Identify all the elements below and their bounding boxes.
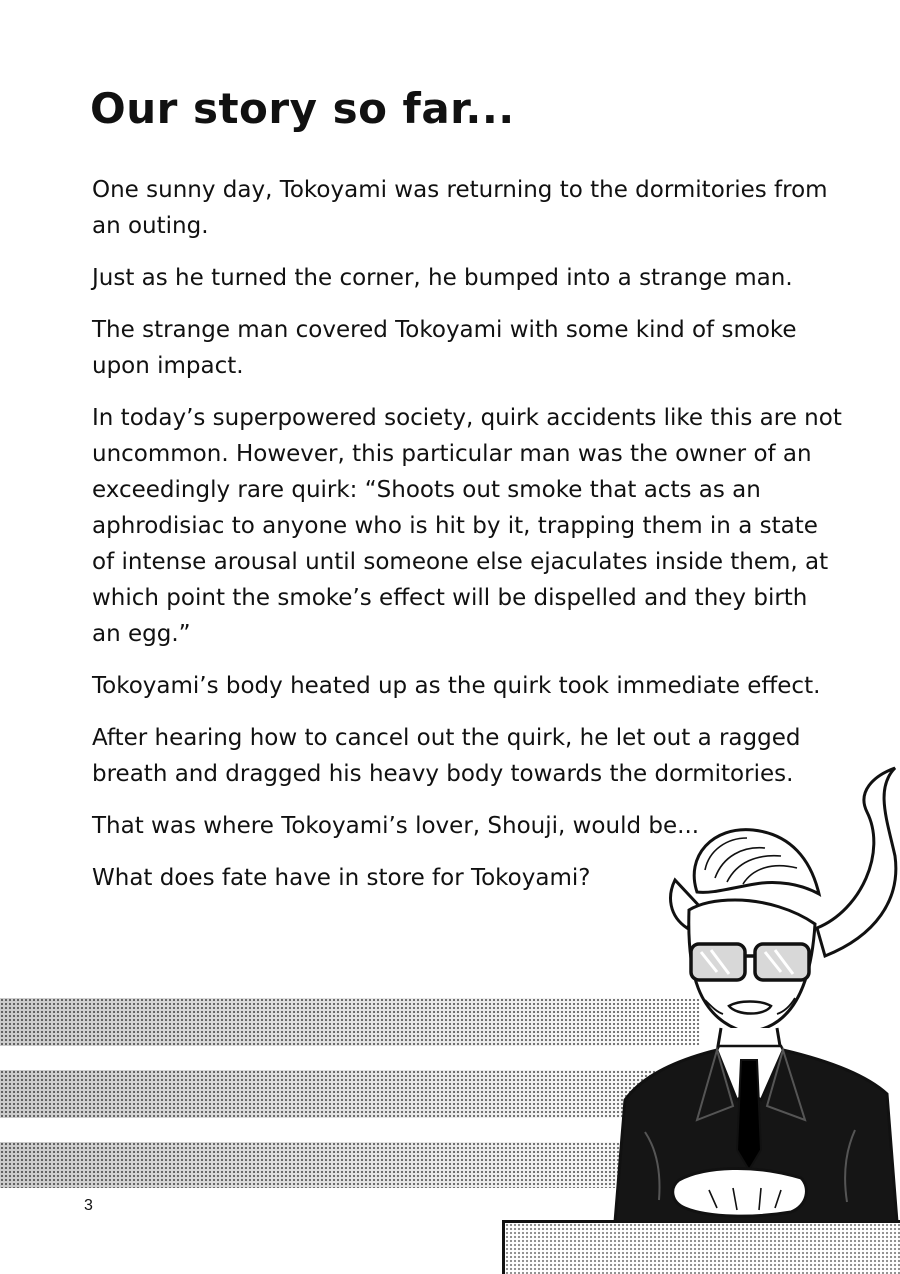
story-paragraph: Just as he turned the corner, he bumped into a strange man. [92, 265, 793, 291]
hair [694, 830, 819, 894]
desk-panel [502, 1220, 900, 1274]
story-paragraph: The strange man covered Tokoyami with some kind of smoke upon impact. [92, 317, 797, 379]
story-paragraph: After hearing how to cancel out the quirk, he let out a ragged breath and dragged his heavy body towards the dormitories. [92, 725, 801, 787]
hands [673, 1168, 807, 1216]
man-in-suit-with-horn-illustration [605, 760, 900, 1222]
mouth [729, 1002, 771, 1014]
page-number: 3 [84, 1197, 93, 1214]
screentone-band [0, 1142, 700, 1188]
horn [817, 768, 896, 956]
story-paragraph: One sunny day, Tokoyami was returning to the dormitories from an outing. [92, 177, 828, 239]
story-paragraph: In today’s superpowered society, quirk accidents like this are not uncommon. However, this particular man was the owner of an exceedingly rare quirk: “Shoots out smoke that acts as an aphrodisiac to anyone who is hit by it, trapping them in a state of intense arousal until someone else ejaculates inside them, at which point the smoke’s effect will be dispelled and they birth an egg.” [92, 405, 842, 647]
story-paragraph: What does fate have in store for Tokoyami? [92, 865, 591, 891]
screentone-band [0, 1070, 700, 1118]
screentone-band [0, 998, 700, 1046]
story-paragraph: That was where Tokoyami’s lover, Shouji, would be... [92, 813, 700, 839]
page-title: Our story so far... [90, 84, 515, 133]
sunglasses-lens-left [691, 944, 745, 980]
story-paragraph: Tokoyami’s body heated up as the quirk took immediate effect. [92, 673, 821, 699]
sunglasses-lens-right [755, 944, 809, 980]
tie [737, 1060, 761, 1170]
